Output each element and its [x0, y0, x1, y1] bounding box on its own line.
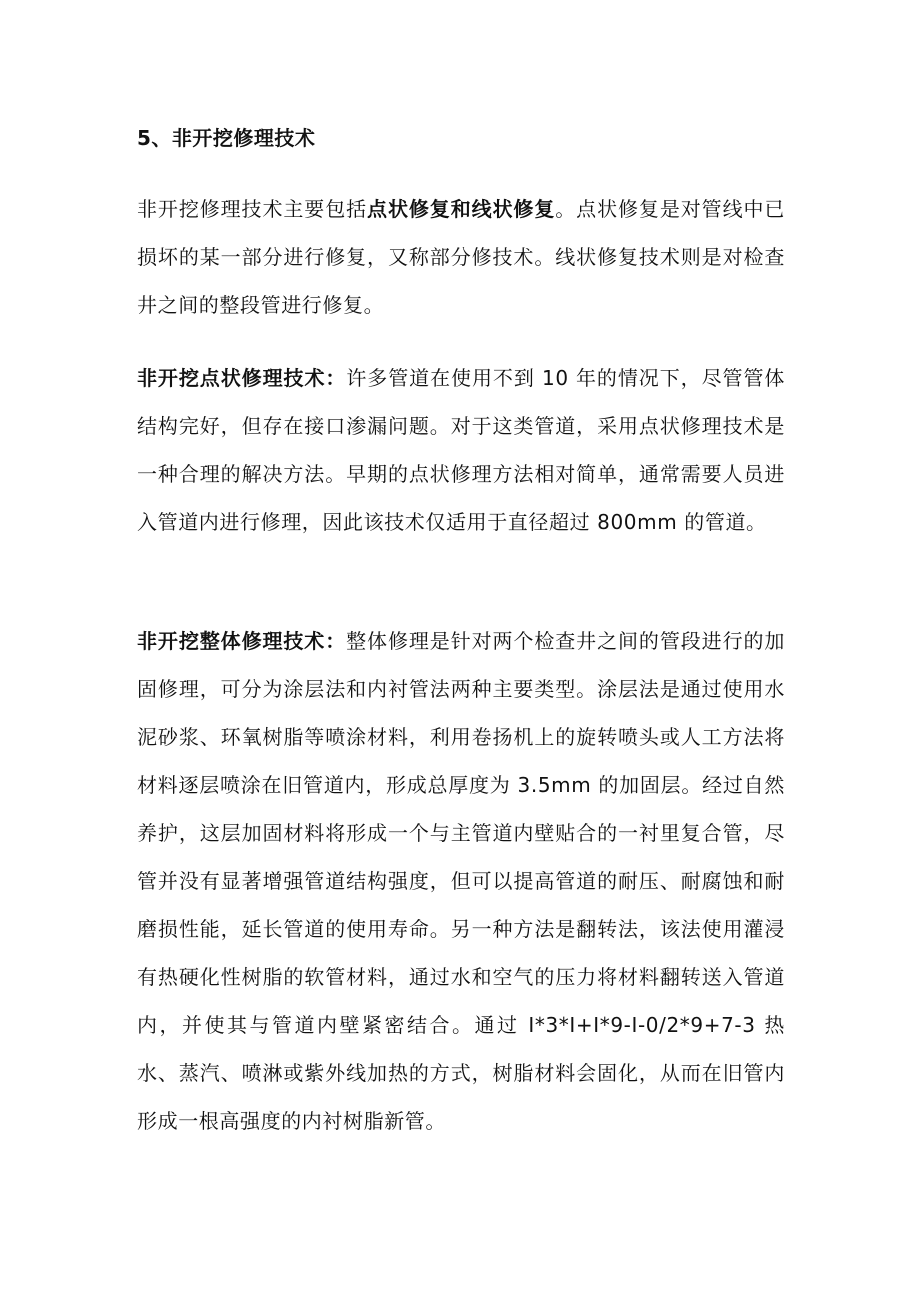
paragraph-point-repair [137, 354, 785, 546]
paragraph-text: 非开挖修理技术主要包括 [137, 197, 368, 221]
paragraph-text: 许多管道在使用不到 10 年的情况下，尽管管体结构完好，但存在接口渗漏问题。对于这类管道，采用点状修理技术是一种合理的解决方法。早期的点状修理方法相对简单，通常需要人员进入管道内进行修理，因此该技术仅适用于直径超过 800mm 的管道。 [137, 366, 785, 534]
section-heading: 5、非开挖修理技术 [137, 126, 316, 150]
paragraph-lead-term: 非开挖点状修理技术： [137, 366, 347, 390]
paragraph-text: 整体修理是针对两个检查井之间的管段进行的加固修理，可分为涂层法和内衬管法两种主要类型。涂层法是通过使用水泥砂浆、环氧树脂等喷涂材料，利用卷扬机上的旋转喷头或人工方法将材料逐层喷涂在旧管道内，形成总厚度为 3.5mm 的加固层。经过自然养护，这层加固材料将形成一个与主管道内壁贴合的一衬里复合管，尽管并没有显著增强管道结构强度，但可以提高管道的耐压、耐腐蚀和耐磨损性能，延长管道的使用寿命。另一种方法是翻转法，该法使用灌浸有热硬化性树脂的软管材料，通过水和空气的压力将材料翻转送入管道内，并使其与管道内壁紧密结合。通过 I*3*I+I*9-I-0/2*9+7-3 热水、蒸汽、喷淋或紫外线加热的方式，树脂材料会固化，从而在旧管内形成一根高强度的内衬树脂新管。 [137, 629, 786, 1133]
paragraph-intro [137, 185, 785, 329]
paragraph-lead-term: 非开挖整体修理技术： [137, 629, 347, 653]
emphasis-text: 点状修复和线状修复 [367, 197, 556, 221]
paragraph-text: 。点状修复是对管线中已损坏的某一部分进行修复，又称部分修技术。线状修复技术则是对检查井之间的整段管进行修复。 [137, 197, 785, 317]
paragraph-overall-repair [137, 617, 785, 1145]
